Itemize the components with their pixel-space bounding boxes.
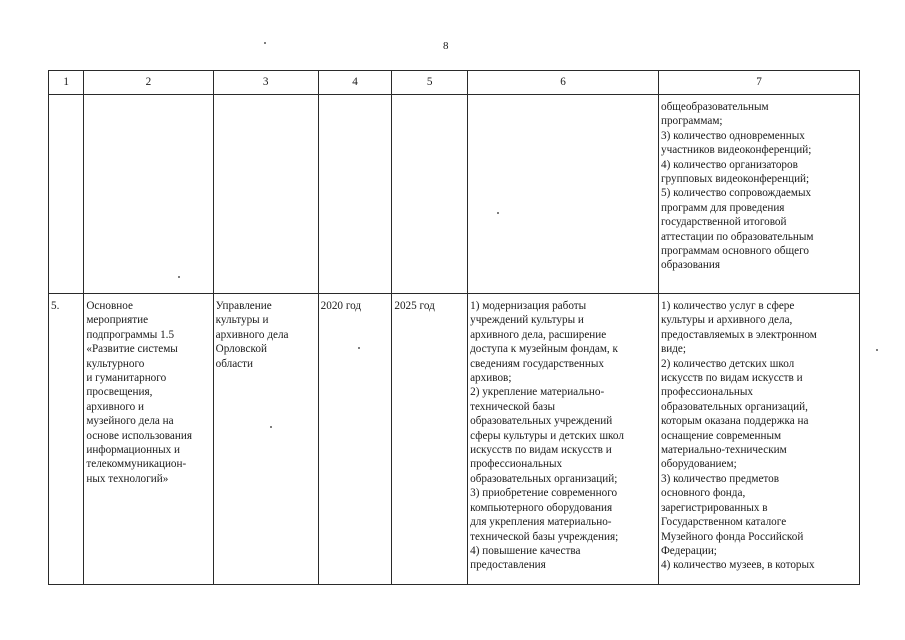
cell-text-line: мероприятие: [86, 314, 149, 327]
cell-text-line: телекоммуникацион-: [86, 458, 187, 471]
cell-text-line: общеобразовательным: [660, 101, 769, 113]
cell-text-line: области: [215, 357, 254, 370]
cell-text-line: музейного дела на: [86, 415, 174, 428]
cell-text-line: Орловской: [215, 343, 267, 356]
cell-text-line: сведениям государственных: [470, 357, 605, 370]
cell-text-line: образовательных организаций,: [660, 400, 808, 413]
continued-cell-end: [392, 95, 468, 294]
measures-table: [48, 70, 860, 585]
cell-text-line: 3) количество предметов: [660, 472, 780, 485]
cell-text-line: 4) количество музеев, в которых: [660, 559, 815, 572]
header-cell-7: 7: [658, 71, 859, 95]
cell-text-line: профессиональных: [660, 386, 753, 399]
cell-text-line: архивного дела: [215, 328, 289, 341]
continued-cell-executor: [213, 95, 318, 294]
cell-text-line: Музейного фонда Российской: [660, 530, 804, 543]
cell-text-line: 1) модернизация работы: [470, 300, 587, 312]
cell-text-line: 2) количество детских школ: [660, 357, 795, 370]
cell-text-line: сферы культуры и детских школ: [470, 429, 624, 442]
continued-cell-result: [468, 95, 659, 294]
cell-text-line: программ для проведения: [660, 201, 785, 214]
cell-text-line: культуры и: [215, 314, 269, 327]
continued-cell-indicators: [658, 95, 859, 294]
scan-speck: [270, 426, 272, 428]
cell-text-line: оснащение современным: [660, 429, 782, 442]
header-cell-3: 3: [213, 71, 318, 95]
cell-text-line: программам;: [660, 115, 723, 128]
cell-text-line: Государственном каталоге: [660, 516, 787, 529]
cell-text-line: 4) повышение качества: [470, 544, 581, 557]
row5-start-year: 2020 год: [318, 294, 392, 585]
cell-text-line: 5) количество сопровождаемых: [660, 187, 812, 200]
row5-executor: [213, 294, 318, 585]
cell-text-line: архивного и: [86, 400, 145, 413]
cell-text-line: аттестации по образовательным: [660, 230, 814, 243]
cell-text-line: просвещения,: [86, 386, 153, 399]
cell-text-line: Федерации;: [660, 544, 717, 557]
cell-text-line: для укрепления материально-: [470, 516, 612, 529]
header-cell-6: 6: [468, 71, 659, 95]
cell-text-line: искусств по видам искусств и: [470, 444, 612, 457]
table-row-continued: [49, 95, 860, 294]
continued-cell-number: [49, 95, 84, 294]
cell-text-line: 3) количество одновременных: [660, 129, 805, 142]
cell-text-line: 3) приобретение современного: [470, 487, 618, 500]
scan-speck: [358, 347, 360, 349]
table-row-5: [49, 294, 860, 585]
cell-text-line: ных технологий»: [86, 472, 169, 485]
cell-text-line: материально-техническим: [660, 444, 787, 457]
cell-text-line: предоставления: [470, 559, 546, 572]
table-header-row: [49, 71, 860, 95]
page-number: 8: [443, 40, 449, 52]
scan-speck: [178, 276, 180, 278]
row5-measure-name: [84, 294, 213, 585]
cell-text-line: оборудованием;: [660, 458, 737, 471]
cell-text-line: культуры и архивного дела,: [660, 314, 793, 327]
scan-speck: [264, 42, 266, 44]
cell-text-line: компьютерного оборудования: [470, 501, 613, 514]
cell-text-line: образовательных учреждений: [470, 415, 613, 428]
cell-text-line: зарегистрированных в: [660, 501, 768, 514]
cell-text-line: «Развитие системы: [86, 343, 178, 356]
cell-text-line: основе использования: [86, 429, 192, 442]
cell-text-line: виде;: [660, 343, 687, 356]
scan-speck: [876, 349, 878, 351]
row5-number: 5.: [49, 294, 84, 585]
cell-text-line: учреждений культуры и: [470, 314, 584, 327]
row5-indicators: [658, 294, 859, 585]
cell-text-line: и гуманитарного: [86, 372, 167, 385]
cell-text-line: 2) укрепление материально-: [470, 386, 605, 399]
cell-text-line: информационных и: [86, 444, 180, 457]
header-cell-4: 4: [318, 71, 392, 95]
cell-text-line: образовательных организаций;: [470, 472, 618, 485]
cell-text-line: участников видеоконференций;: [660, 144, 812, 157]
cell-text-line: государственной итоговой: [660, 216, 787, 229]
continued-cell-name: [84, 95, 213, 294]
cell-text-line: подпрограммы 1.5: [86, 328, 175, 341]
cell-text-line: доступа к музейным фондам, к: [470, 343, 618, 356]
cell-text-line: Управление: [215, 300, 272, 312]
cell-text-line: основного фонда,: [660, 487, 746, 500]
header-cell-1: 1: [49, 71, 84, 95]
cell-text-line: искусств по видам искусств и: [660, 372, 803, 385]
cell-text-line: технической базы: [470, 400, 556, 413]
cell-text-line: групповых видеоконференций;: [660, 173, 810, 186]
row5-end-year: 2025 год: [392, 294, 468, 585]
row5-expected-results: [468, 294, 659, 585]
cell-text-line: 4) количество организаторов: [660, 158, 798, 171]
cell-text-line: технической базы учреждения;: [470, 530, 619, 543]
cell-text-line: профессиональных: [470, 458, 563, 471]
header-cell-5: 5: [392, 71, 468, 95]
cell-text-line: Основное: [86, 300, 133, 312]
cell-text-line: образования: [660, 259, 720, 272]
header-cell-2: 2: [84, 71, 213, 95]
cell-text-line: культурного: [86, 357, 145, 370]
cell-text-line: 1) количество услуг в сфере: [660, 300, 795, 312]
cell-text-line: которым оказана поддержка на: [660, 415, 809, 428]
cell-text-line: архивов;: [470, 372, 512, 385]
scan-speck: [497, 212, 499, 214]
cell-text-line: архивного дела, расширение: [470, 328, 607, 341]
continued-cell-start: [318, 95, 392, 294]
cell-text-line: программам основного общего: [660, 245, 809, 258]
cell-text-line: предоставляемых в электронном: [660, 328, 817, 341]
